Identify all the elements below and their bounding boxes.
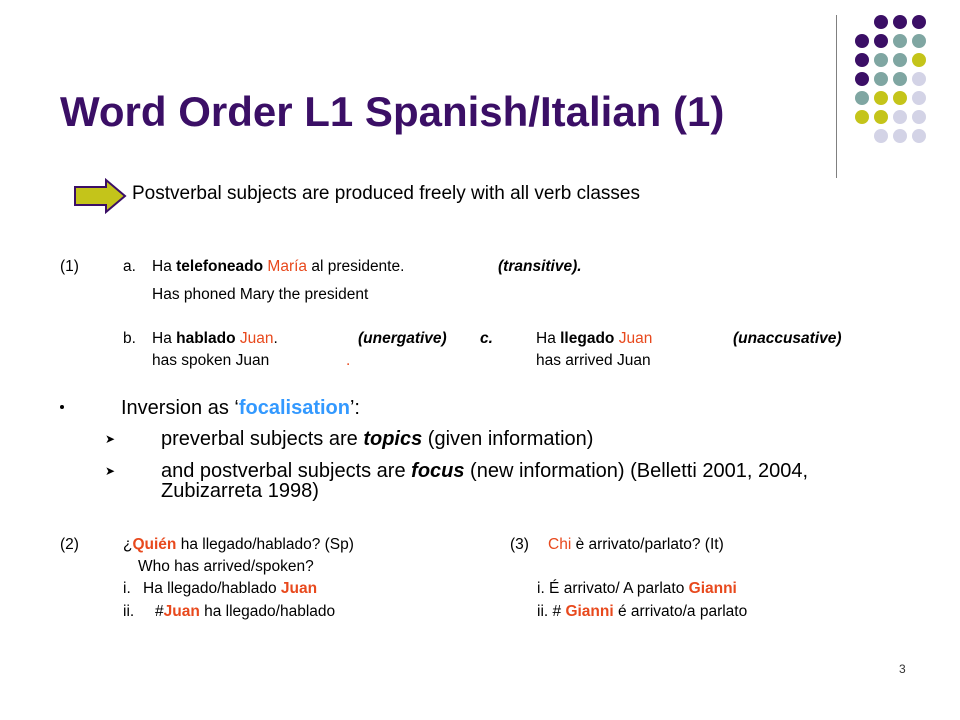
sub-point-focus-continuation: Zubizarreta 1998) [161, 480, 319, 502]
decorative-dot [912, 129, 926, 143]
example-1b-gloss: has spoken Juan [152, 352, 270, 369]
subject: Juan [163, 603, 200, 620]
example-2ii-sentence [155, 603, 335, 621]
decorative-dot [874, 129, 888, 143]
example-1c-gloss: has arrived Juan [536, 352, 651, 369]
decorative-dot-grid [838, 15, 948, 155]
decorative-dot [893, 53, 907, 67]
example-3i-sentence [537, 580, 737, 598]
decorative-dot [855, 110, 869, 124]
focalisation-term: focalisation [238, 397, 350, 419]
example-2ii-label: ii. [123, 603, 135, 620]
decorative-dot [855, 34, 869, 48]
decorative-dot [893, 91, 907, 105]
example-1a-sentence [152, 258, 404, 276]
example-1c-sentence [536, 330, 652, 348]
subject: Juan [239, 330, 274, 347]
example-2-gloss: Who has arrived/spoken? [138, 558, 314, 575]
subject: Juan [280, 580, 318, 597]
example-1a-gloss: Has phoned Mary the president [152, 286, 369, 303]
example-3-question [548, 536, 724, 554]
right-arrow-icon [72, 178, 128, 214]
example-3ii-sentence [537, 603, 747, 621]
example-text: Ha [152, 258, 177, 275]
example-text: Ha [152, 330, 177, 347]
example-1b-label: b. [123, 330, 136, 347]
page-number: 3 [899, 662, 906, 676]
verb: telefoneado [176, 258, 264, 275]
sub-point-text: preverbal subjects are [161, 428, 364, 450]
example-2-number: (2) [60, 536, 79, 553]
decorative-dot [893, 72, 907, 86]
example-2i-sentence [143, 580, 317, 598]
decorative-dot [893, 129, 907, 143]
example-1b-verb-class: (unergative) [358, 330, 447, 347]
example-text: ha llegado/hablado [199, 603, 336, 620]
subject: Gianni [565, 603, 614, 620]
decorative-dot [874, 91, 888, 105]
example-1c-label: c. [480, 330, 493, 347]
example-1-number: (1) [60, 258, 79, 275]
wh-word: Chi [548, 536, 572, 553]
decorative-dot [874, 72, 888, 86]
decorative-dot [912, 34, 926, 48]
example-1b-sentence [152, 330, 278, 348]
example-text: Ha llegado/hablado [143, 580, 281, 597]
decorative-dot [855, 72, 869, 86]
intro-statement: Postverbal subjects are produced freely with all verb classes [132, 183, 640, 204]
example-text: Ha [536, 330, 561, 347]
example-text: al presidente. [307, 258, 405, 275]
decorative-dot [874, 34, 888, 48]
decorative-vertical-rule [836, 15, 837, 178]
example-1a-label: a. [123, 258, 136, 275]
subject: Juan [618, 330, 653, 347]
inversion-heading [121, 397, 360, 420]
chevron-bullet-icon: ➤ [105, 464, 116, 478]
subject: María [267, 258, 308, 275]
decorative-dot [893, 15, 907, 29]
chevron-bullet-icon: ➤ [105, 432, 116, 446]
sub-point-text: and postverbal subjects are [161, 460, 412, 482]
example-text: é arrivato/a parlato [613, 603, 748, 620]
example-3-number: (3) [510, 536, 529, 553]
decorative-dot [912, 91, 926, 105]
example-1b-gloss-dot: . [346, 352, 351, 369]
focus-term: focus [411, 460, 465, 482]
ungrammatical-mark: # [155, 603, 164, 620]
question-text: ha llegado/hablado? (Sp) [176, 536, 354, 553]
example-text: . [273, 330, 278, 347]
decorative-dot [912, 53, 926, 67]
decorative-dot [855, 91, 869, 105]
sub-point-text: (new information) (Belletti 2001, 2004, [464, 460, 809, 482]
inversion-text: Inversion as ‘ [121, 397, 239, 419]
decorative-dot [874, 53, 888, 67]
inversion-text: ’: [349, 397, 360, 419]
decorative-dot [912, 110, 926, 124]
decorative-dot [874, 15, 888, 29]
decorative-dot [893, 110, 907, 124]
decorative-dot [874, 110, 888, 124]
example-text: i. É arrivato/ A parlato [537, 580, 689, 597]
example-2-question [123, 536, 354, 554]
wh-word: Quién [132, 536, 177, 553]
verb: llegado [560, 330, 615, 347]
example-1a-verb-class: (transitive). [498, 258, 582, 275]
topics-term: topics [363, 428, 423, 450]
question-mark: ¿ [123, 536, 133, 553]
subject: Gianni [688, 580, 737, 597]
example-text: ii. # [537, 603, 566, 620]
sub-point-text: (given information) [422, 428, 594, 450]
decorative-dot [893, 34, 907, 48]
decorative-dot [912, 15, 926, 29]
slide-title: Word Order L1 Spanish/Italian (1) [60, 88, 725, 135]
example-2i-label: i. [123, 580, 131, 597]
sub-point-topics [161, 428, 593, 451]
decorative-dot [912, 72, 926, 86]
question-text: è arrivato/parlato? (It) [571, 536, 724, 553]
decorative-dot [855, 53, 869, 67]
verb: hablado [176, 330, 236, 347]
example-1c-verb-class: (unaccusative) [733, 330, 842, 347]
bullet-dot [60, 405, 64, 409]
